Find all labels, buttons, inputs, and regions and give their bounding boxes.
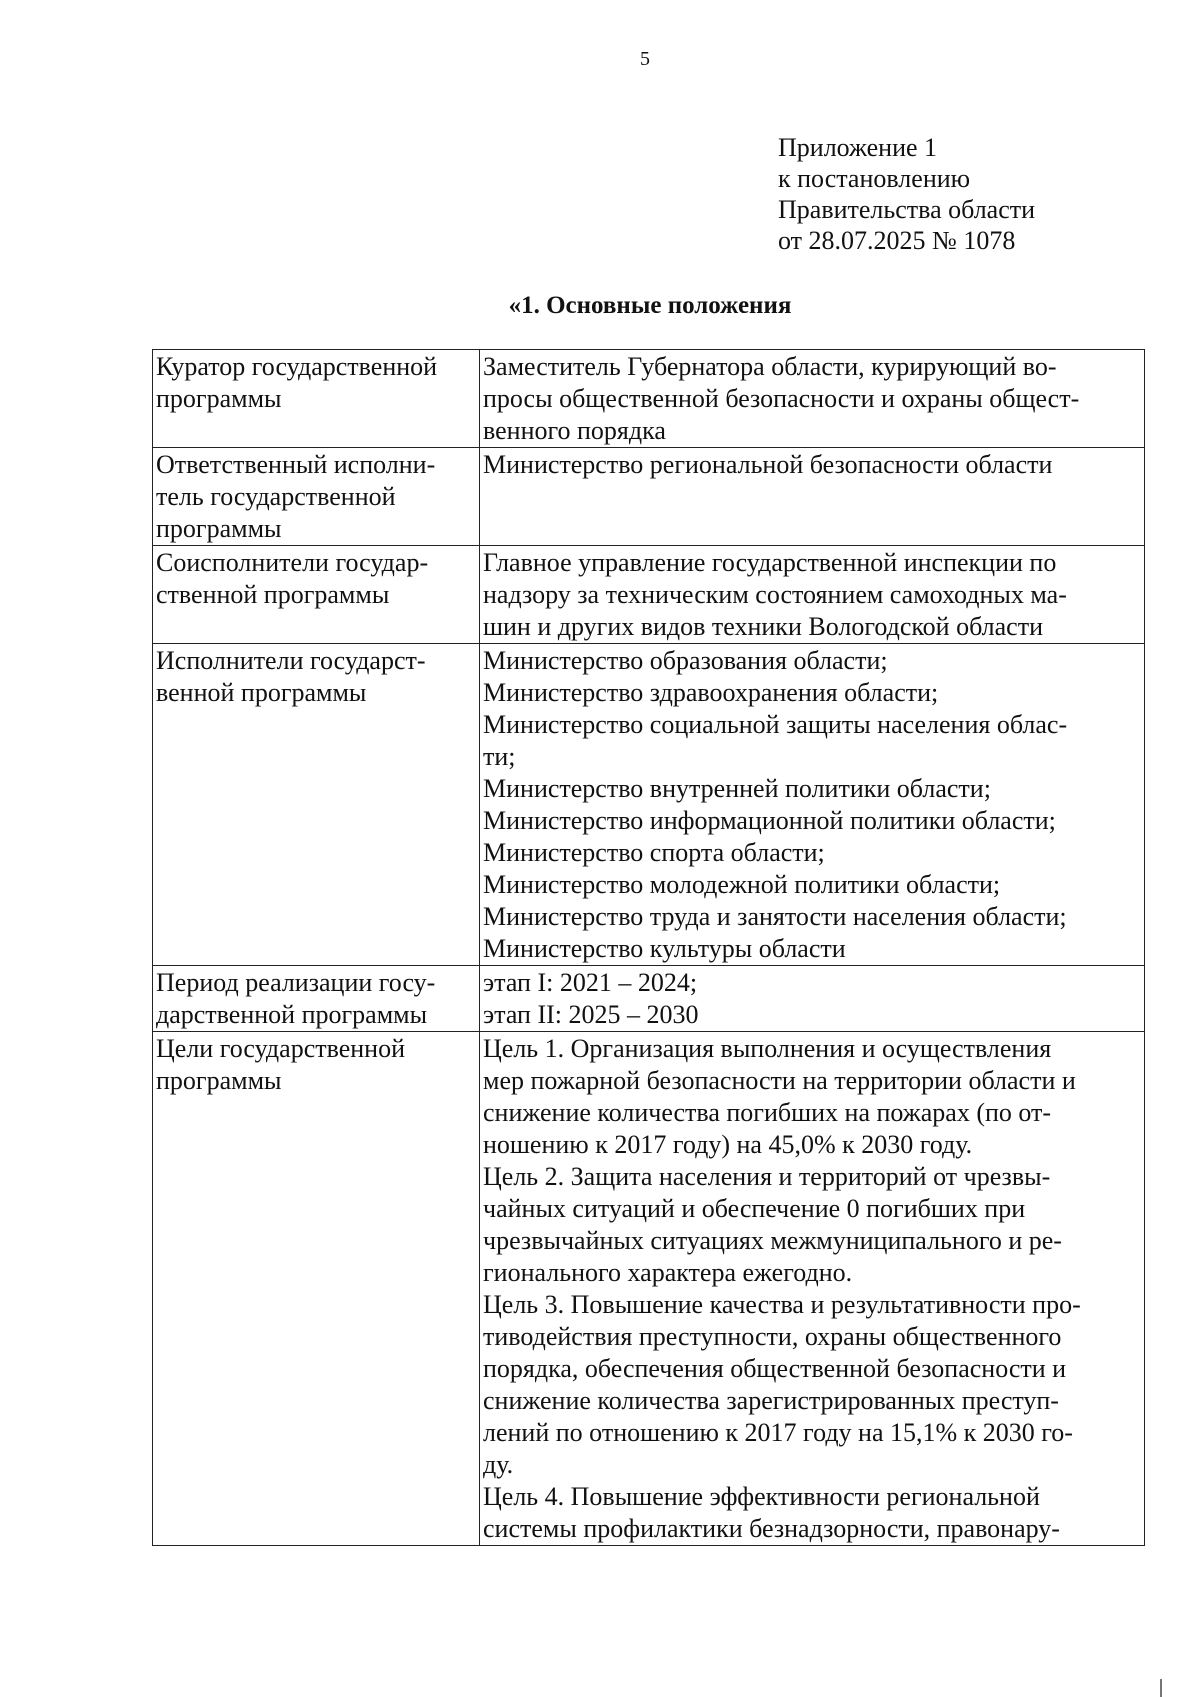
row-value-cell	[480, 350, 1145, 448]
value-line: тиводействия преступности, охраны общественного	[483, 1322, 1062, 1351]
value-line: Министерство социальной защиты населения облас-	[483, 710, 1068, 739]
value-line: снижение количества погибших на пожарах (по от-	[483, 1098, 1052, 1127]
value-line: Цель 4. Повышение эффективности региональной	[483, 1482, 1040, 1511]
value-line: гионального характера ежегодно.	[483, 1258, 853, 1287]
table-row	[153, 546, 1145, 644]
table-row	[153, 350, 1145, 448]
value-line: Главное управление государственной инспекции по	[483, 548, 1057, 577]
appendix-header	[778, 132, 1035, 256]
value-line: Министерство региональной безопасности области	[483, 450, 1053, 479]
appendix-line: Приложение 1	[778, 133, 938, 162]
row-label-cell	[153, 644, 480, 966]
value-line: Цель 3. Повышение качества и результативности про-	[483, 1290, 1081, 1319]
value-line: Министерство культуры области	[483, 934, 846, 963]
appendix-line: Правительства области	[778, 195, 1036, 224]
value-line: Заместитель Губернатора области, курирующий во-	[483, 352, 1057, 381]
value-line: венного порядка	[483, 416, 666, 445]
value-line: Министерство образования области;	[483, 646, 888, 675]
value-line: Цель 1. Организация выполнения и осуществления	[483, 1034, 1052, 1063]
value-line: Министерство здравоохранения области;	[483, 678, 939, 707]
row-value-cell	[480, 644, 1145, 966]
value-line: чрезвычайных ситуациях межмуниципального и ре-	[483, 1226, 1062, 1255]
value-line: мер пожарной безопасности на территории области и	[483, 1066, 1076, 1095]
page-number: 5	[640, 48, 650, 70]
table-row	[153, 966, 1145, 1032]
row-label-cell	[153, 546, 480, 644]
label-line: программы	[156, 1066, 282, 1095]
label-line: Соисполнители государ-	[156, 548, 429, 577]
value-line: надзору за техническим состоянием самоходных ма-	[483, 580, 1067, 609]
label-line: Исполнители государст-	[156, 646, 426, 675]
value-line: ти;	[483, 742, 516, 771]
label-line: Ответственный исполни-	[156, 450, 436, 479]
program-table	[152, 349, 1145, 1546]
label-line: Цели государственной	[156, 1034, 406, 1063]
program-table-body	[153, 350, 1145, 1546]
label-line: дарственной программы	[156, 1000, 428, 1029]
scan-mark	[1160, 1679, 1162, 1697]
label-line: программы	[156, 514, 282, 543]
label-line: венной программы	[156, 678, 367, 707]
value-line: Министерство труда и занятости населения области;	[483, 902, 1067, 931]
value-line: просы общественной безопасности и охраны общест-	[483, 384, 1080, 413]
row-label-cell	[153, 1032, 480, 1546]
table-row	[153, 448, 1145, 546]
row-label-cell	[153, 966, 480, 1032]
value-line: чайных ситуаций и обеспечение 0 погибших при	[483, 1194, 1026, 1223]
table-row	[153, 644, 1145, 966]
value-line: системы профилактики безнадзорности, правонару-	[483, 1514, 1060, 1543]
value-line: лений по отношению к 2017 году на 15,1% к 2030 го-	[483, 1418, 1073, 1447]
table-row	[153, 1032, 1145, 1546]
section-title: «1. Основные положения	[508, 292, 792, 319]
row-value-cell	[480, 448, 1145, 546]
label-line: тель государственной	[156, 482, 396, 511]
value-line: ношению к 2017 году) на 45,0% к 2030 году.	[483, 1130, 973, 1159]
appendix-line: от 28.07.2025 № 1078	[778, 226, 1016, 255]
appendix-line: к постановлению	[778, 164, 971, 193]
label-line: Период реализации госу-	[156, 968, 436, 997]
value-line: этап I: 2021 – 2024;	[483, 968, 698, 997]
label-line: программы	[156, 384, 282, 413]
row-value-cell	[480, 966, 1145, 1032]
row-value-cell	[480, 1032, 1145, 1546]
value-line: снижение количества зарегистрированных преступ-	[483, 1386, 1059, 1415]
value-line: этап II: 2025 – 2030	[483, 1000, 699, 1029]
value-line: Министерство внутренней политики области;	[483, 774, 991, 803]
row-label-cell	[153, 350, 480, 448]
label-line: Куратор государственной	[156, 352, 438, 381]
value-line: Министерство спорта области;	[483, 838, 825, 867]
value-line: ду.	[483, 1450, 514, 1479]
row-value-cell	[480, 546, 1145, 644]
row-label-cell	[153, 448, 480, 546]
value-line: шин и других видов техники Вологодской области	[483, 612, 1044, 641]
label-line: ственной программы	[156, 580, 390, 609]
value-line: Министерство информационной политики области;	[483, 806, 1056, 835]
value-line: Цель 2. Защита населения и территорий от чрезвы-	[483, 1162, 1051, 1191]
value-line: Министерство молодежной политики области;	[483, 870, 1001, 899]
value-line: порядка, обеспечения общественной безопасности и	[483, 1354, 1067, 1383]
